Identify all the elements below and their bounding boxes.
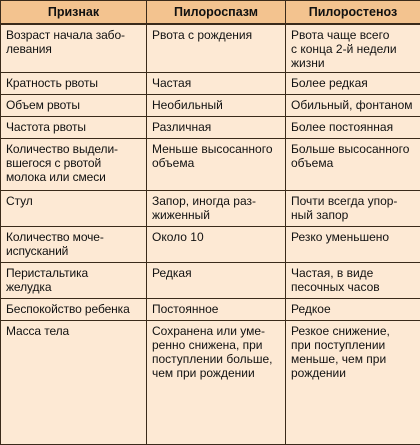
cell-pylorospasm: Рвота с рождения <box>147 24 286 73</box>
header-pylorostenosis: Пилоростеноз <box>286 1 420 25</box>
cell-pylorostenosis: Частая, в виде песочных часов <box>286 263 420 299</box>
table-row <box>1 321 420 445</box>
header-sign: Признак <box>1 1 147 25</box>
cell-pylorostenosis: Резко уменьшено <box>286 227 420 263</box>
table-row <box>1 191 420 227</box>
cell-sign: Количество выдели- вшегося с рвотой молока или смеси <box>1 139 147 191</box>
cell-pylorostenosis: Рвота чаще всего с конца 2-й недели жизни <box>286 24 420 73</box>
table-row <box>1 117 420 139</box>
table-header <box>1 1 420 25</box>
table-row <box>1 227 420 263</box>
cell-pylorostenosis: Обильный, фонтаном <box>286 95 420 117</box>
cell-sign: Масса тела <box>1 321 147 445</box>
cell-pylorostenosis: Больше высосанного объема <box>286 139 420 191</box>
cell-sign: Стул <box>1 191 147 227</box>
cell-sign: Кратность рвоты <box>1 73 147 95</box>
cell-pylorospasm: Необильный <box>147 95 286 117</box>
cell-pylorostenosis: Более постоянная <box>286 117 420 139</box>
cell-pylorostenosis: Более редкая <box>286 73 420 95</box>
cell-sign: Частота рвоты <box>1 117 147 139</box>
header-row <box>1 1 420 25</box>
table-row <box>1 24 420 73</box>
cell-pylorospasm: Постоянное <box>147 299 286 321</box>
cell-pylorospasm: Различная <box>147 117 286 139</box>
cell-pylorospasm: Около 10 <box>147 227 286 263</box>
cell-sign: Возраст начала забо- левания <box>1 24 147 73</box>
cell-pylorospasm: Меньше высосанного объема <box>147 139 286 191</box>
cell-sign: Беспокойство ребенка <box>1 299 147 321</box>
cell-pylorostenosis: Почти всегда упор- ный запор <box>286 191 420 227</box>
cell-sign: Количество моче- испусканий <box>1 227 147 263</box>
cell-pylorospasm: Сохранена или уме- ренно снижена, при поступлении больше, чем при рождении <box>147 321 286 445</box>
cell-sign: Перистальтика желудка <box>1 263 147 299</box>
table-row <box>1 299 420 321</box>
table-body <box>1 24 420 445</box>
header-pylorospasm: Пилороспазм <box>147 1 286 25</box>
cell-pylorostenosis: Резкое снижение, при поступлении меньше, чем при рождении <box>286 321 420 445</box>
cell-sign: Объем рвоты <box>1 95 147 117</box>
cell-pylorospasm: Частая <box>147 73 286 95</box>
table-row <box>1 263 420 299</box>
cell-pylorostenosis: Редкое <box>286 299 420 321</box>
table-row <box>1 73 420 95</box>
table-row <box>1 95 420 117</box>
table-row <box>1 139 420 191</box>
cell-pylorospasm: Редкая <box>147 263 286 299</box>
cell-pylorospasm: Запор, иногда раз- жиженный <box>147 191 286 227</box>
